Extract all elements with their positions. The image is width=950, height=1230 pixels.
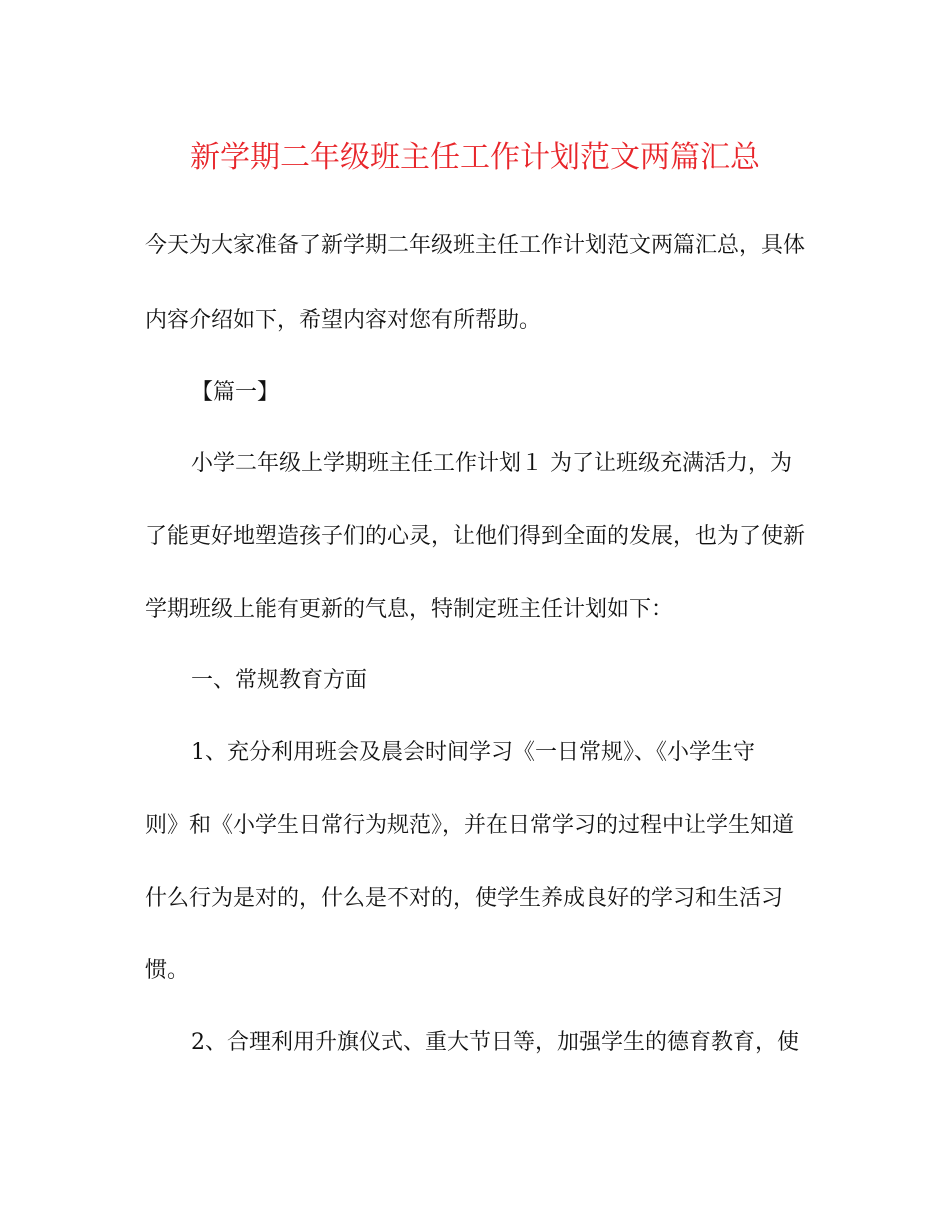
paragraph-line: 惯。 [145,958,190,983]
document-title: 新学期二年级班主任工作计划范文两篇汇总 [190,140,760,175]
paragraph-line: 什么行为是对的，什么是不对的，使学生养成良好的学习和生活习 [145,886,784,911]
section-heading: 【篇一】 [191,380,280,405]
subsection-heading: 一、常规教育方面 [191,668,368,693]
paragraph-line: 则》和《小学生日常行为规范》，并在日常学习的过程中让学生知道 [145,813,795,838]
paragraph-line: 内容介绍如下，希望内容对您有所帮助。 [145,308,542,333]
paragraph-line: 学期班级上能有更新的气息，特制定班主任计划如下： [145,597,674,622]
paragraph-line: 小学二年级上学期班主任工作计划１ 为了让班级充满活力，为 [191,451,792,476]
paragraph-line: 2、合理利用升旗仪式、重大节日等，加强学生的德育教育，使 [191,1030,799,1055]
paragraph-line: 了能更好地塑造孩子们的心灵，让他们得到全面的发展，也为了使新 [145,524,806,549]
paragraph-line: 1、充分利用班会及晨会时间学习《一日常规》、《小学生守 [191,740,755,765]
paragraph-line: 今天为大家准备了新学期二年级班主任工作计划范文两篇汇总，具体 [145,233,806,258]
